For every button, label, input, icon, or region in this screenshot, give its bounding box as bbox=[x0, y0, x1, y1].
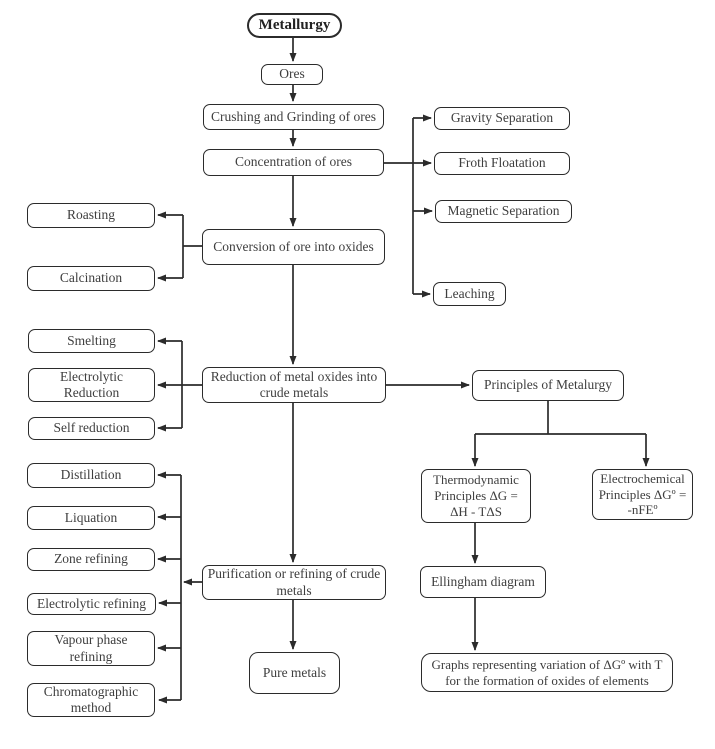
node-conversion: Conversion of ore into oxides bbox=[202, 229, 385, 265]
node-distillation: Distillation bbox=[27, 463, 155, 488]
node-self-reduction: Self reduction bbox=[28, 417, 155, 440]
node-vapour-phase-refining: Vapour phase refining bbox=[27, 631, 155, 666]
node-electrolytic-refining: Electrolytic refining bbox=[27, 593, 156, 615]
node-pure-metals: Pure metals bbox=[249, 652, 340, 694]
node-gravity-separation: Gravity Separation bbox=[434, 107, 570, 130]
node-zone-refining: Zone refining bbox=[27, 548, 155, 571]
node-liquation: Liquation bbox=[27, 506, 155, 530]
node-magnetic-separation: Magnetic Separation bbox=[435, 200, 572, 223]
node-electrochemical-principles: Electrochemical Principles ΔGº = -nFEº bbox=[592, 469, 693, 520]
node-roasting: Roasting bbox=[27, 203, 155, 228]
node-reduction: Reduction of metal oxides into crude metals bbox=[202, 367, 386, 403]
node-smelting: Smelting bbox=[28, 329, 155, 353]
node-thermodynamic-principles: Thermodynamic Principles ΔG = ΔH - TΔS bbox=[421, 469, 531, 523]
node-purification: Purification or refining of crude metals bbox=[202, 565, 386, 600]
node-metallurgy: Metallurgy bbox=[247, 13, 342, 38]
node-leaching: Leaching bbox=[433, 282, 506, 306]
node-principles: Principles of Metalurgy bbox=[472, 370, 624, 401]
node-graphs: Graphs representing variation of ΔGº with T for the formation of oxides of elements bbox=[421, 653, 673, 692]
node-ores: Ores bbox=[261, 64, 323, 85]
node-concentration: Concentration of ores bbox=[203, 149, 384, 176]
node-electrolytic-reduction: Electrolytic Reduction bbox=[28, 368, 155, 402]
node-crushing-grinding: Crushing and Grinding of ores bbox=[203, 104, 384, 130]
node-ellingham-diagram: Ellingham diagram bbox=[420, 566, 546, 598]
node-chromatographic-method: Chromatographic method bbox=[27, 683, 155, 717]
node-froth-floatation: Froth Floatation bbox=[434, 152, 570, 175]
node-calcination: Calcination bbox=[27, 266, 155, 291]
